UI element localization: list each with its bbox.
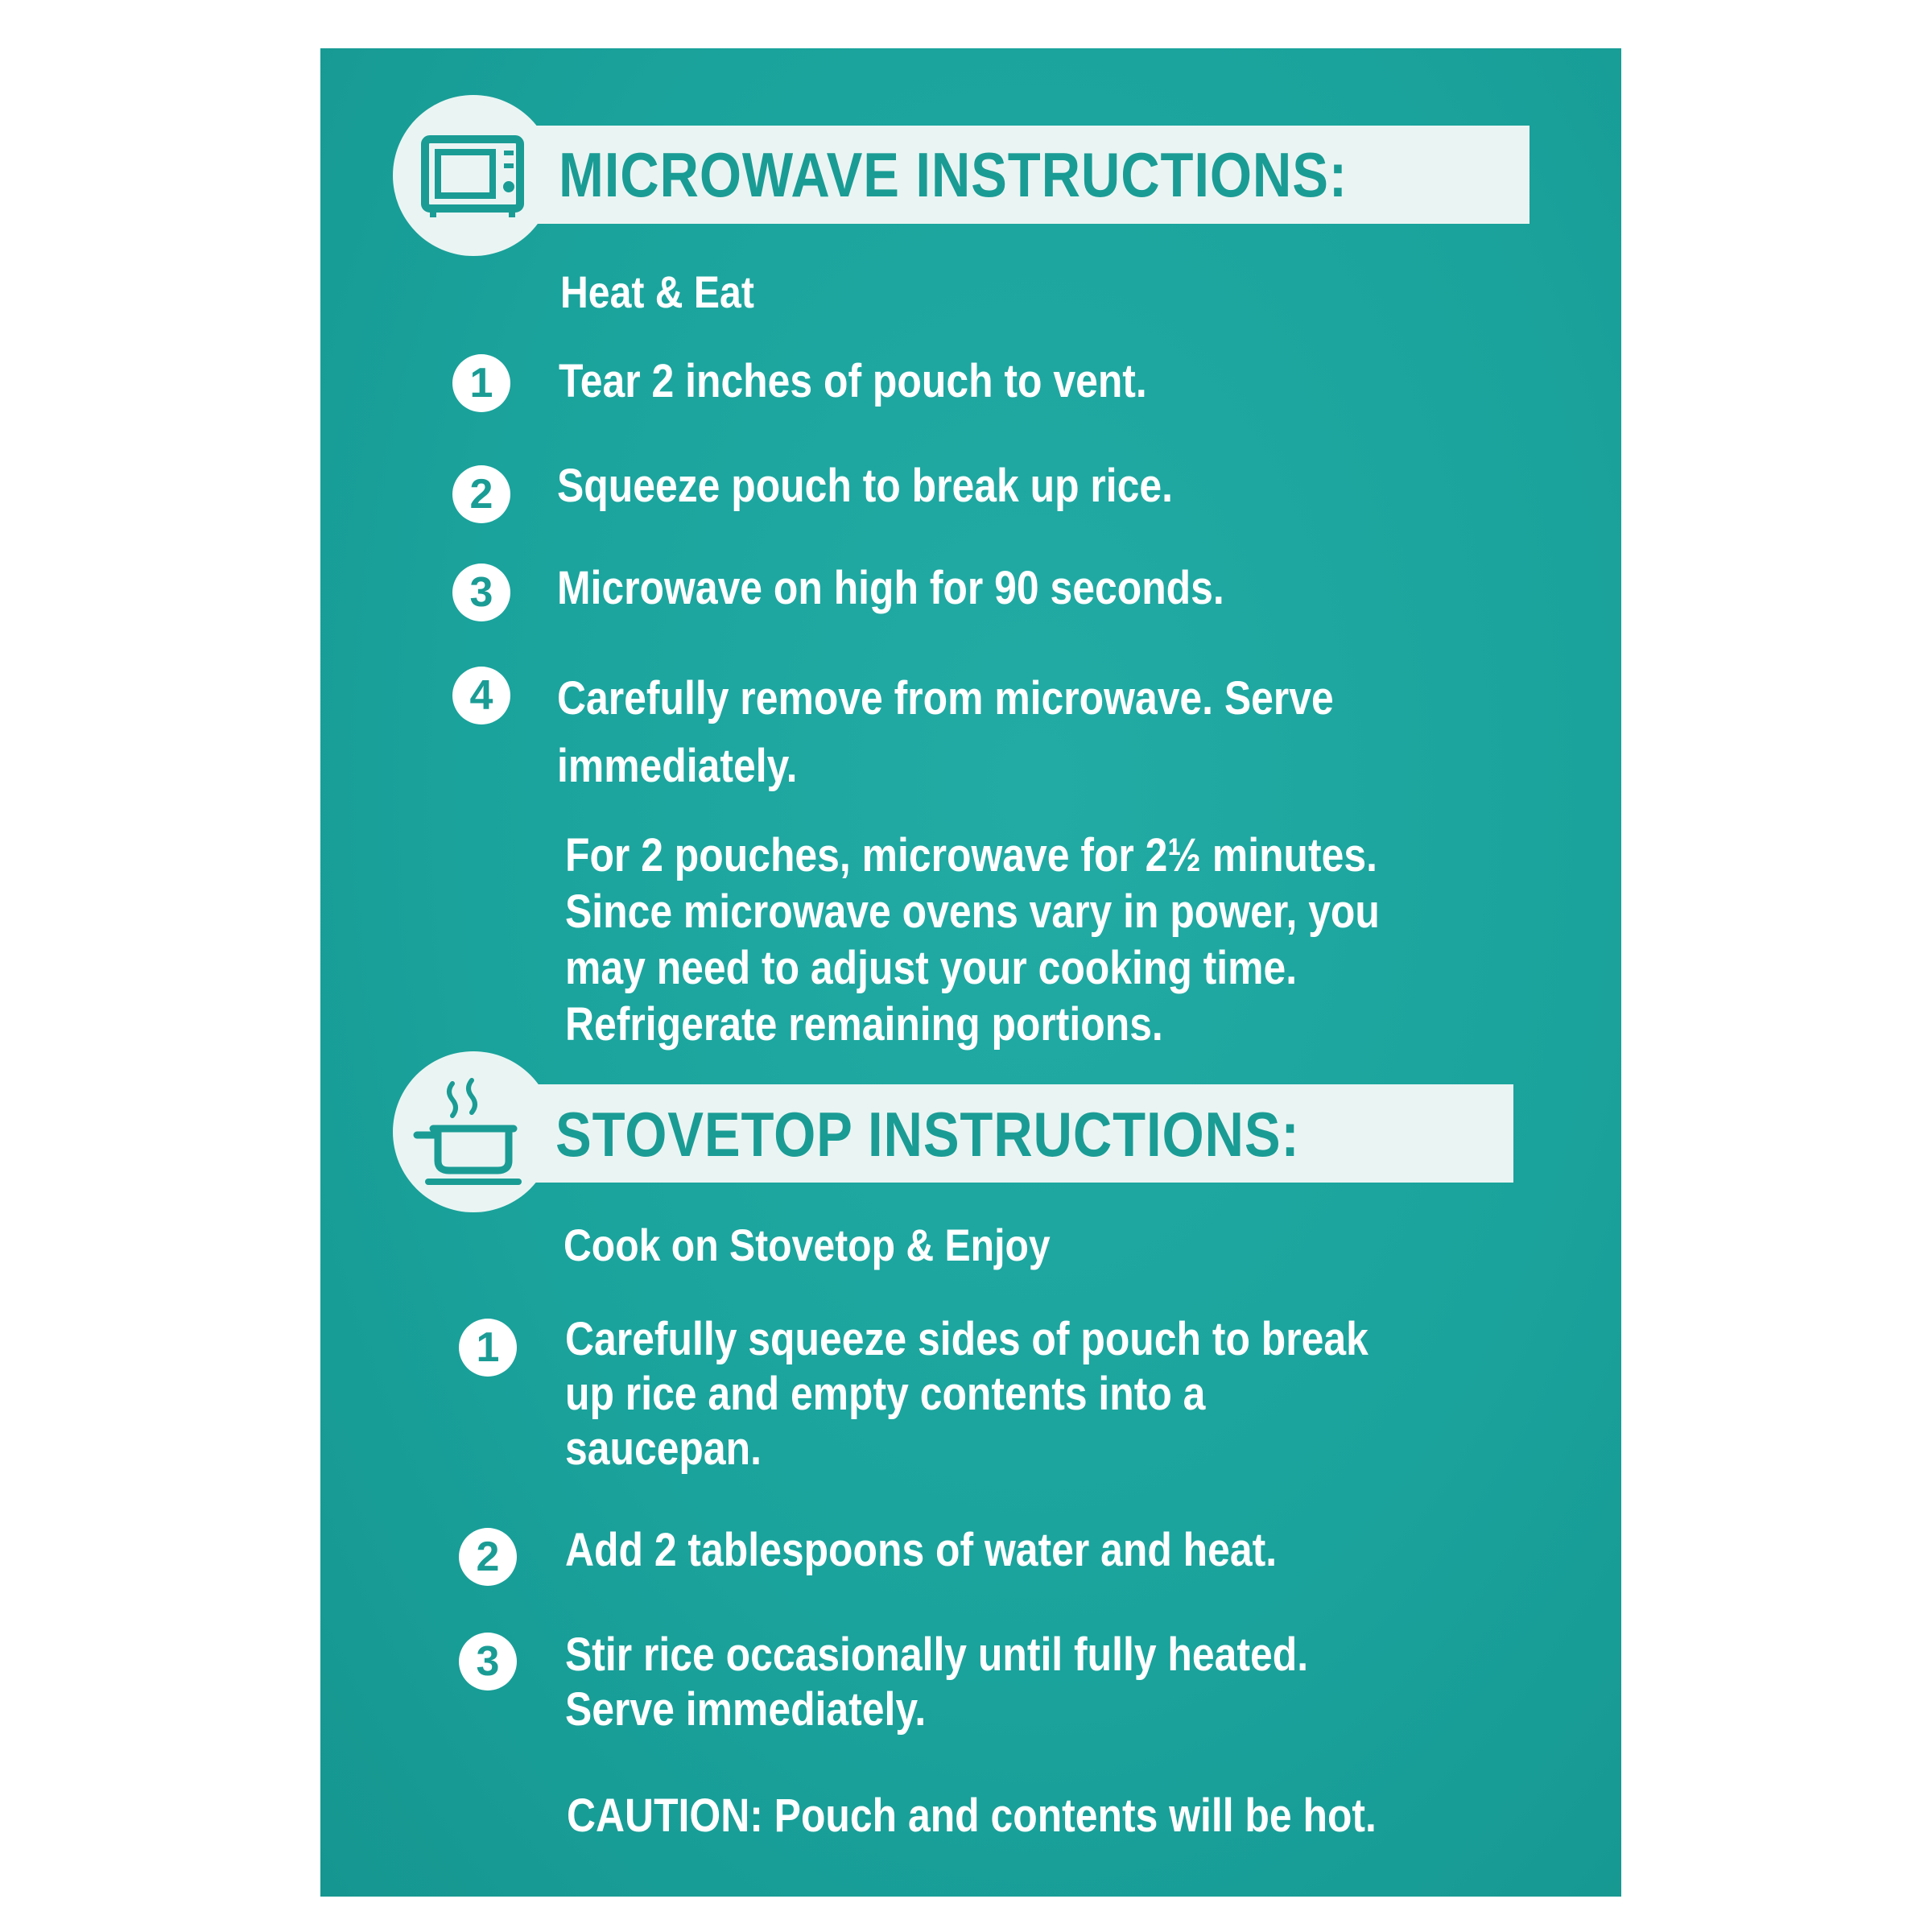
caution-message: Pouch and contents will be hot. — [762, 1790, 1377, 1842]
stovetop-step-2 — [565, 1523, 1277, 1578]
stovetop-title: STOVETOP INSTRUCTIONS: — [555, 1099, 1300, 1170]
microwave-note-line-4: Refrigerate remaining portions. — [565, 998, 1163, 1051]
stovetop-step-1-number: 1 — [459, 1319, 517, 1377]
microwave-step-3-number: 3 — [452, 564, 510, 621]
stovetop-step-1-line-1: Carefully squeeze sides of pouch to break — [565, 1313, 1368, 1365]
microwave-step-1 — [559, 354, 1147, 409]
caution-label: CAUTION: — [567, 1790, 763, 1842]
microwave-note-line-1: For 2 pouches, microwave for 2½ minutes. — [565, 829, 1377, 881]
microwave-step-4 — [557, 665, 1334, 800]
microwave-note-line-3: may need to adjust your cooking time. — [565, 942, 1298, 994]
stovetop-step-3 — [565, 1628, 1308, 1737]
microwave-title: MICROWAVE INSTRUCTIONS: — [559, 139, 1348, 210]
microwave-icon-disc — [393, 95, 554, 256]
stovetop-step-3-number: 3 — [459, 1633, 517, 1690]
microwave-step-1-line: Tear 2 inches of pouch to vent. — [559, 355, 1147, 407]
microwave-step-4-line-1: Carefully remove from microwave. Serve — [557, 672, 1334, 724]
microwave-step-2-line: Squeeze pouch to break up rice. — [557, 460, 1174, 512]
microwave-subtitle: Heat & Eat — [560, 266, 754, 317]
microwave-step-4-number: 4 — [452, 667, 510, 724]
stovetop-subtitle: Cook on Stovetop & Enjoy — [564, 1220, 1051, 1270]
stovetop-step-1-line-2: up rice and empty contents into a — [565, 1368, 1206, 1420]
microwave-step-4-line-2: immediately. — [557, 740, 798, 792]
microwave-step-2 — [557, 459, 1173, 514]
stovetop-step-3-line-1: Stir rice occasionally until fully heated. — [565, 1629, 1309, 1681]
stovetop-step-1-line-3: saucepan. — [565, 1422, 762, 1475]
steaming-pot-icon — [393, 1051, 554, 1212]
microwave-note — [565, 828, 1380, 1053]
microwave-step-3 — [557, 561, 1224, 616]
microwave-step-2-number: 2 — [452, 465, 510, 523]
stovetop-icon-disc — [393, 1051, 554, 1212]
microwave-note-line-2: Since microwave ovens vary in power, you — [565, 886, 1380, 938]
stovetop-step-2-number: 2 — [459, 1528, 517, 1586]
microwave-step-3-line: Microwave on high for 90 seconds. — [557, 562, 1224, 614]
microwave-icon — [393, 95, 554, 256]
stovetop-step-1 — [565, 1312, 1368, 1476]
caution-text — [567, 1789, 1377, 1843]
stovetop-step-3-line-2: Serve immediately. — [565, 1683, 927, 1736]
stovetop-step-2-line: Add 2 tablespoons of water and heat. — [565, 1524, 1278, 1576]
microwave-step-1-number: 1 — [452, 354, 510, 412]
